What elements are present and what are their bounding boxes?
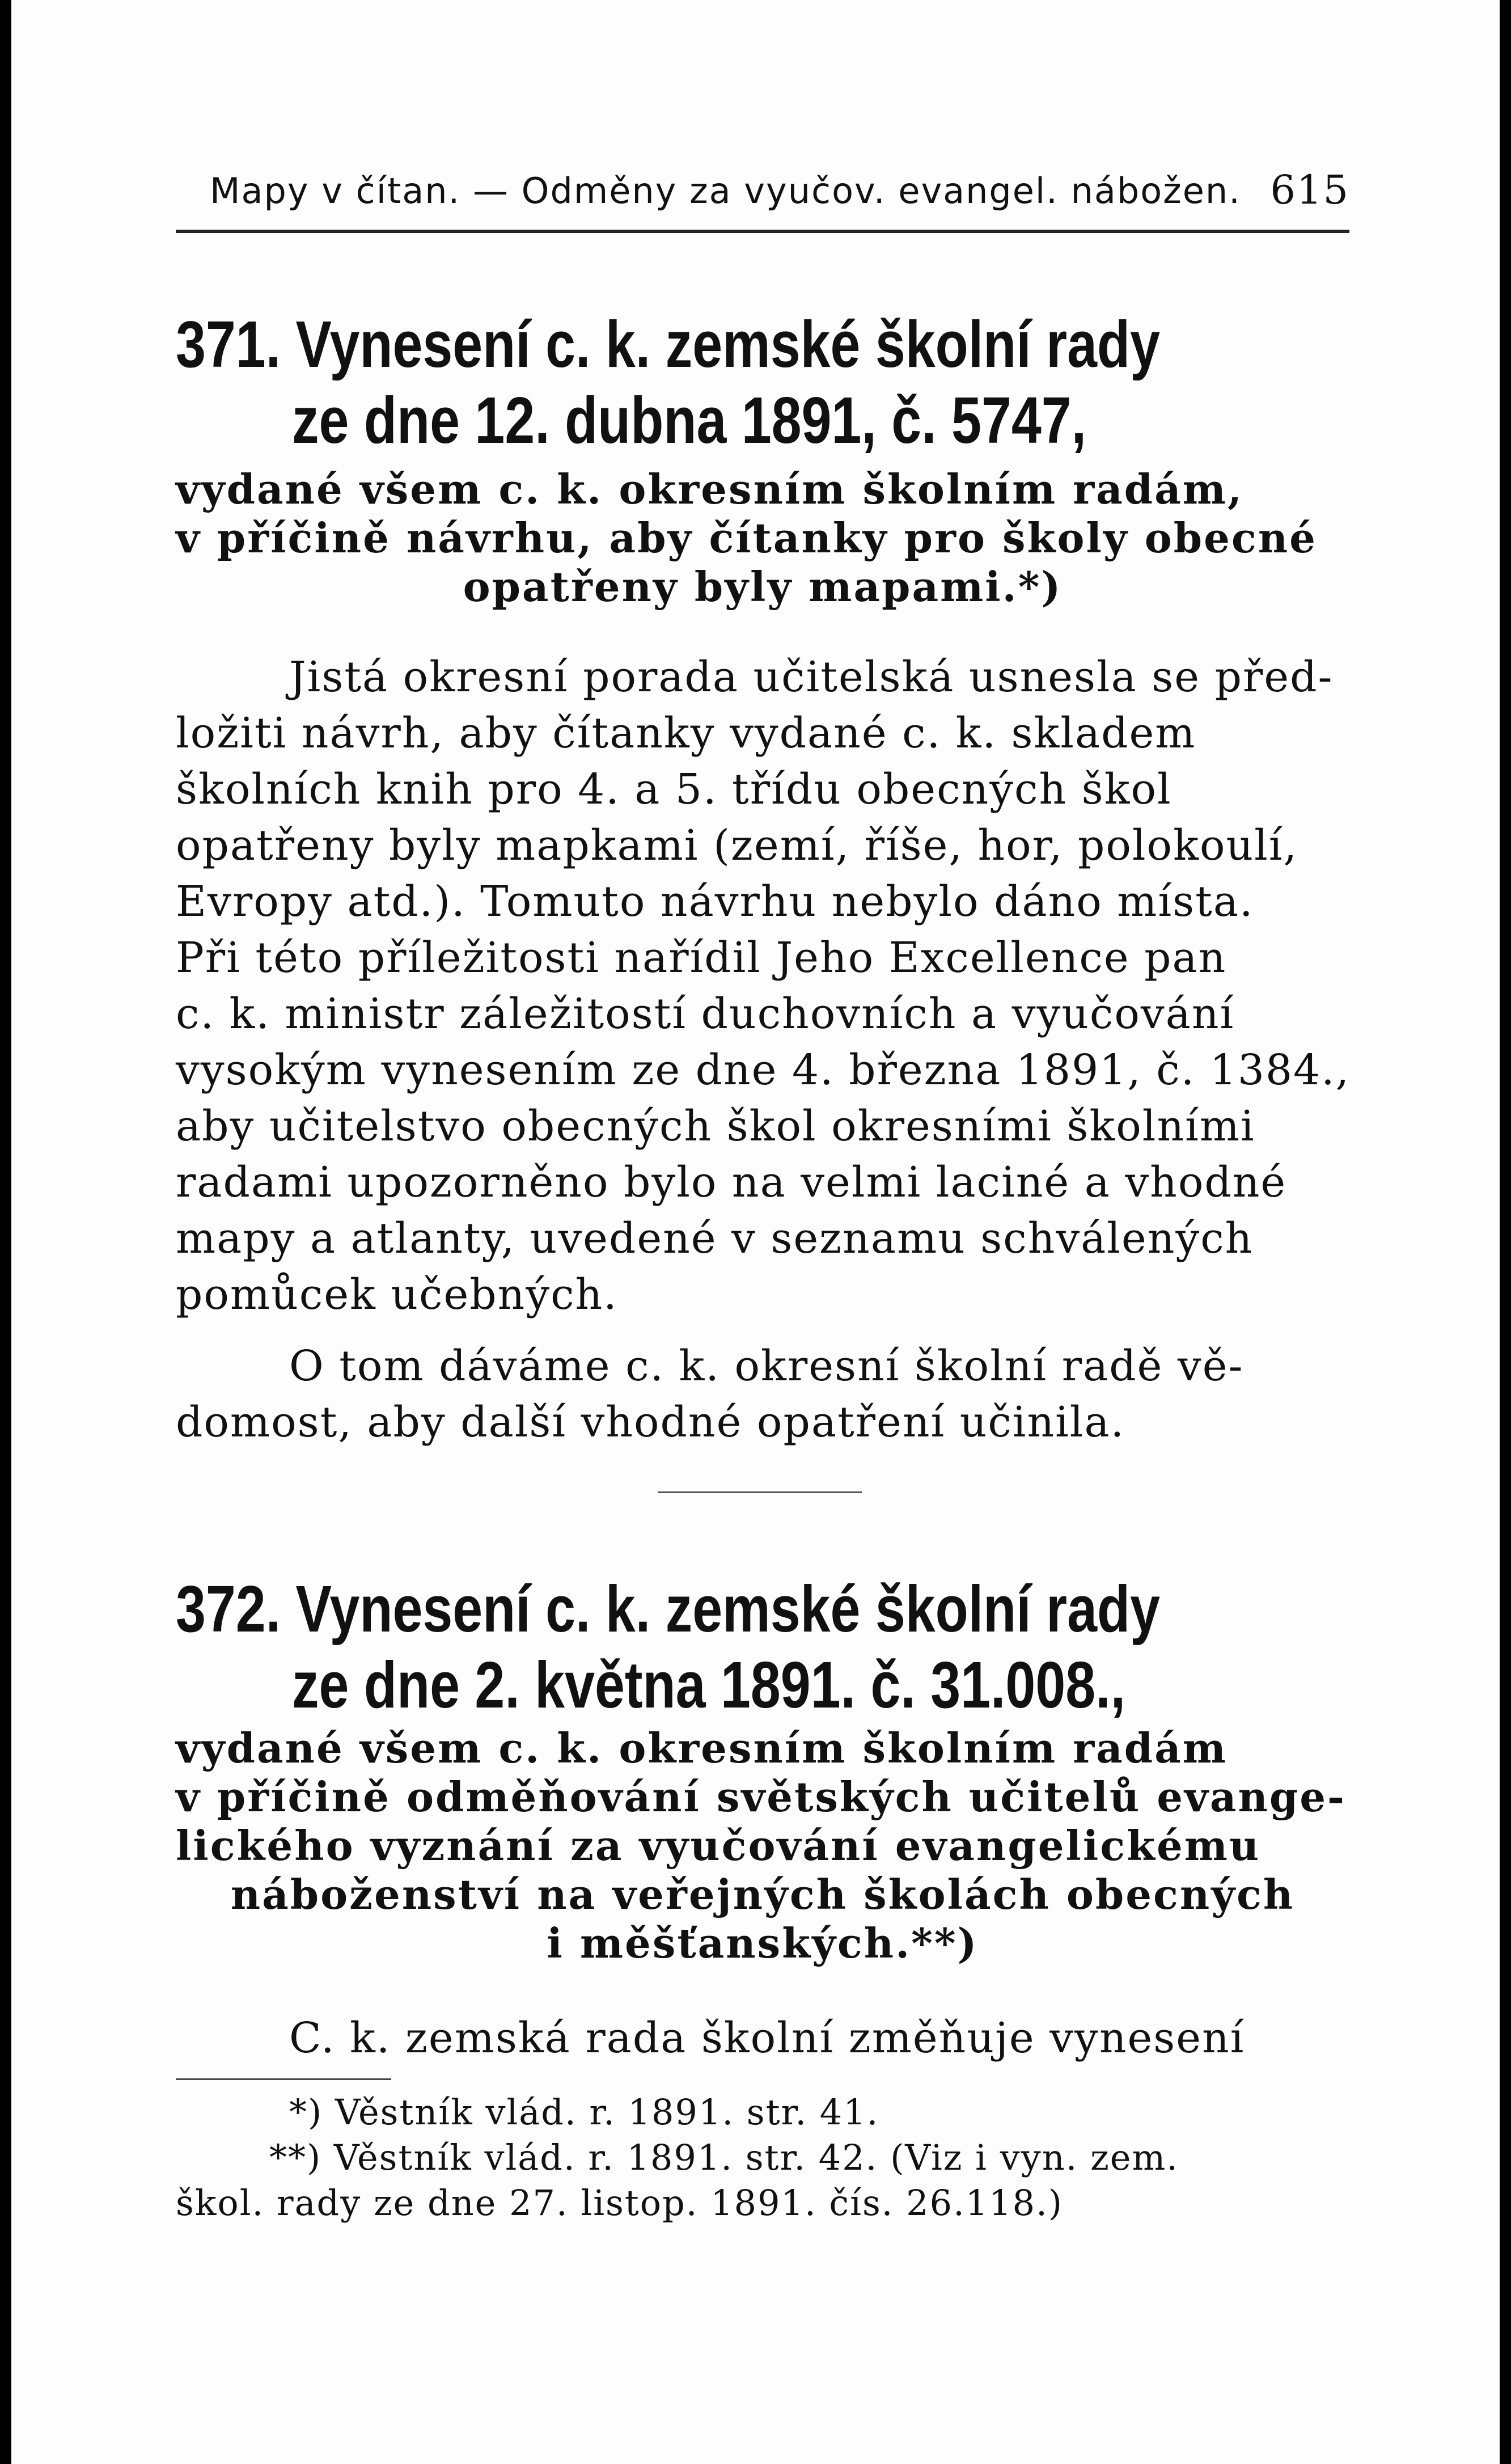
text-line: pomůcek učebných. [176, 1270, 618, 1319]
text-line: vysokým vynesením ze dne 4. března 1891, č. 1384., [176, 1046, 1351, 1094]
page-number: 615 [1270, 167, 1349, 213]
text-line: O tom dáváme c. k. okresní školní radě vě- [289, 1342, 1244, 1391]
document-page [11, 0, 1500, 2464]
footnotes [176, 2090, 1349, 2226]
text-line: Při této příležitosti nařídil Jeho Excellence pan [176, 933, 1227, 982]
footnote-2-continuation: škol. rady ze dne 27. listop. 1891. čís. 26.118.) [176, 2182, 1064, 2224]
text-line: aby učitelstvo obecných škol okresními školními [176, 1102, 1255, 1151]
subtitle-line: opatřeny byly mapami.*) [463, 563, 1063, 611]
section-372-heading [176, 1571, 1347, 1723]
section-372-heading-line2: ze dne 2. května 1891. č. 31.008., [292, 1648, 1126, 1722]
header-title: Mapy v čítan. — Odměny za vyučov. evangel. nábožen. [210, 170, 1241, 212]
footnote-1: *) Věstník vlád. r. 1891. str. 41. [289, 2091, 879, 2133]
section-371-heading-line1: 371. Vynesení c. k. zemské školní rady [176, 307, 1161, 381]
subtitle-line: v příčině návrhu, aby čítanky pro školy obecné [176, 514, 1317, 562]
header-rule [176, 230, 1349, 233]
text-line: Evropy atd.). Tomuto návrhu nebylo dáno místa. [176, 877, 1254, 926]
section-371-paragraph-1 [176, 649, 1349, 1323]
footnote-rule [176, 2078, 391, 2080]
text-line: školních knih pro 4. a 5. třídu obecných škol [176, 765, 1172, 814]
section-divider [658, 1491, 862, 1493]
subtitle-line: náboženství na veřejných školách obecných [230, 1870, 1295, 1918]
section-371-subtitle [176, 465, 1349, 611]
text-line: C. k. zemská rada školní změňuje vynesení [289, 2014, 1245, 2063]
subtitle-line: i měšťanských.**) [547, 1919, 979, 1967]
subtitle-line: v příčině odměňování světských učitelů evange- [176, 1773, 1346, 1821]
text-line: opatřeny byly mapkami (zemí, říše, hor, polokoulí, [176, 821, 1298, 870]
text-line: mapy a atlanty, uvedené v seznamu schválených [176, 1214, 1254, 1263]
section-371-paragraph-2 [176, 1338, 1349, 1451]
text-line: Jistá okresní porada učitelská usnesla se před- [289, 653, 1334, 701]
subtitle-line: vydané všem c. k. okresním školním radám, [176, 465, 1244, 513]
section-372-heading-line1: 372. Vynesení c. k. zemské školní rady [176, 1572, 1161, 1646]
section-372-subtitle [176, 1724, 1349, 1968]
footnote-2: **) Věstník vlád. r. 1891. str. 42. (Viz i vyn. zem. [269, 2137, 1179, 2178]
subtitle-line: vydané všem c. k. okresním školním radám [176, 1724, 1228, 1772]
section-371-heading-line2: ze dne 12. dubna 1891, č. 5747, [292, 383, 1087, 457]
text-line: radami upozorněno bylo na velmi laciné a vhodné [176, 1158, 1287, 1207]
text-line: ložiti návrh, aby čítanky vydané c. k. skladem [176, 709, 1196, 758]
subtitle-line: lického vyznání za vyučování evangelickému [176, 1821, 1261, 1870]
text-line: domost, aby další vhodné opatření učinila. [176, 1398, 1125, 1447]
running-header [210, 159, 1349, 221]
section-371-heading [176, 306, 1347, 458]
text-line: c. k. ministr záležitostí duchovních a vyučování [176, 990, 1235, 1038]
section-372-paragraph-1 [176, 2010, 1349, 2066]
